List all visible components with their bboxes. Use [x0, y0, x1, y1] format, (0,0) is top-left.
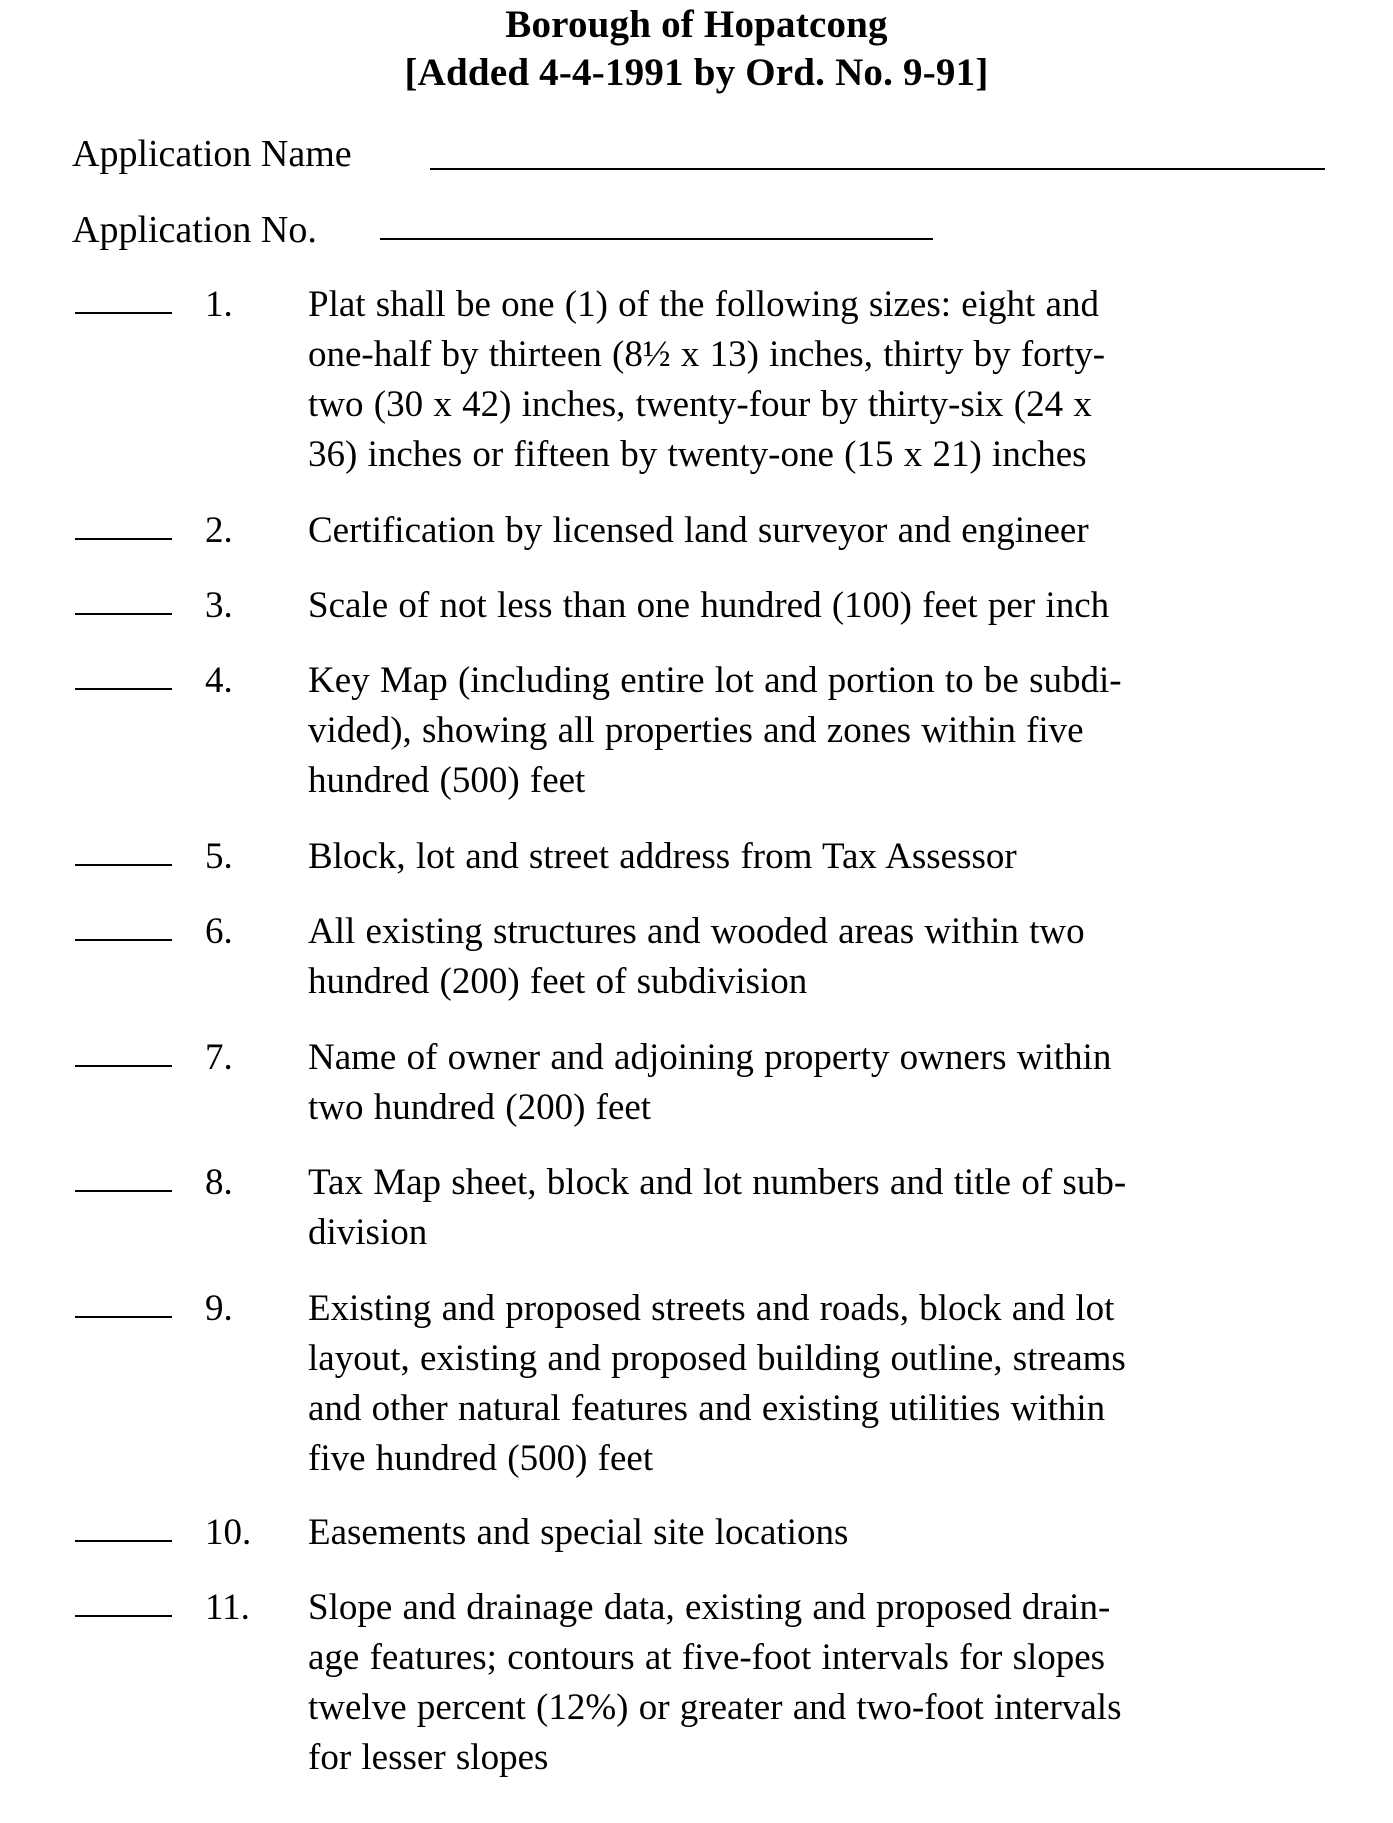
item-text-line: two hundred (200) feet [308, 1087, 652, 1128]
item-text-line: hundred (500) feet [308, 760, 586, 801]
checkbox-blank-10[interactable] [75, 1540, 172, 1542]
item-text-line: Easements and special site locations [308, 1512, 849, 1553]
item-text-line: Existing and proposed streets and roads, block and lot [308, 1288, 1115, 1329]
item-text-line: Certification by licensed land surveyor and engineer [308, 510, 1089, 551]
item-number: 3. [205, 585, 233, 626]
checkbox-blank-9[interactable] [75, 1316, 172, 1318]
checkbox-blank-2[interactable] [75, 538, 172, 540]
checkbox-blank-6[interactable] [75, 939, 172, 941]
item-number: 2. [205, 510, 233, 551]
item-text [308, 656, 1328, 806]
item-text-line: Plat shall be one (1) of the following sizes: eight and [308, 284, 1099, 325]
item-text [308, 1033, 1328, 1133]
item-number: 8. [205, 1162, 233, 1203]
document-title: Borough of Hopatcong [505, 3, 888, 46]
item-text [308, 581, 1328, 631]
item-number: 6. [205, 911, 233, 952]
item-number: 10. [205, 1512, 252, 1553]
checkbox-blank-3[interactable] [75, 613, 172, 615]
item-text-line: two (30 x 42) inches, twenty-four by thirty-six (24 x [308, 384, 1092, 425]
item-text-line: Tax Map sheet, block and lot numbers and title of sub- [308, 1162, 1127, 1203]
item-text [308, 832, 1328, 882]
checkbox-blank-5[interactable] [75, 864, 172, 866]
item-text-line: All existing structures and wooded areas within two [308, 911, 1085, 952]
application-name-field[interactable] [430, 168, 1325, 170]
item-text-line: Block, lot and street address from Tax Assessor [308, 836, 1017, 877]
item-text-line: Scale of not less than one hundred (100) feet per inch [308, 585, 1110, 626]
application-no-label: Application No. [72, 209, 317, 251]
application-no-field[interactable] [380, 238, 933, 240]
item-text-line: division [308, 1212, 428, 1253]
item-text-line: hundred (200) feet of subdivision [308, 961, 808, 1002]
item-text-line: one-half by thirteen (8½ x 13) inches, thirty by forty- [308, 334, 1106, 375]
item-number: 5. [205, 836, 233, 877]
item-number: 11. [205, 1587, 250, 1628]
item-text [308, 907, 1328, 1007]
item-text-line: age features; contours at five-foot intervals for slopes [308, 1637, 1106, 1678]
item-text-line: 36) inches or fifteen by twenty-one (15 x 21) inches [308, 434, 1087, 475]
item-text [308, 1508, 1328, 1558]
item-text [308, 1158, 1328, 1258]
item-text-line: Slope and drainage data, existing and proposed drain- [308, 1587, 1111, 1628]
item-text-line: layout, existing and proposed building outline, streams [308, 1338, 1126, 1379]
item-text-line: five hundred (500) feet [308, 1438, 654, 1479]
checkbox-blank-1[interactable] [75, 312, 172, 314]
item-number: 4. [205, 660, 233, 701]
item-number: 1. [205, 284, 233, 325]
item-text [308, 1583, 1328, 1783]
application-name-label: Application Name [72, 133, 352, 175]
checkbox-blank-4[interactable] [75, 688, 172, 690]
item-text-line: for lesser slopes [308, 1737, 549, 1778]
item-number: 9. [205, 1288, 233, 1329]
checkbox-blank-11[interactable] [75, 1615, 172, 1617]
checkbox-blank-7[interactable] [75, 1065, 172, 1067]
item-text [308, 280, 1328, 480]
item-text-line: and other natural features and existing utilities within [308, 1388, 1106, 1429]
item-text-line: vided), showing all properties and zones within five [308, 710, 1084, 751]
item-text [308, 1284, 1328, 1484]
item-text [308, 506, 1328, 556]
checkbox-blank-8[interactable] [75, 1190, 172, 1192]
item-text-line: Name of owner and adjoining property owners within [308, 1037, 1112, 1078]
item-text-line: Key Map (including entire lot and portion to be subdi- [308, 660, 1122, 701]
item-text-line: twelve percent (12%) or greater and two-foot intervals [308, 1687, 1122, 1728]
item-number: 7. [205, 1037, 233, 1078]
document-subtitle: [Added 4-4-1991 by Ord. No. 9-91] [404, 51, 989, 94]
